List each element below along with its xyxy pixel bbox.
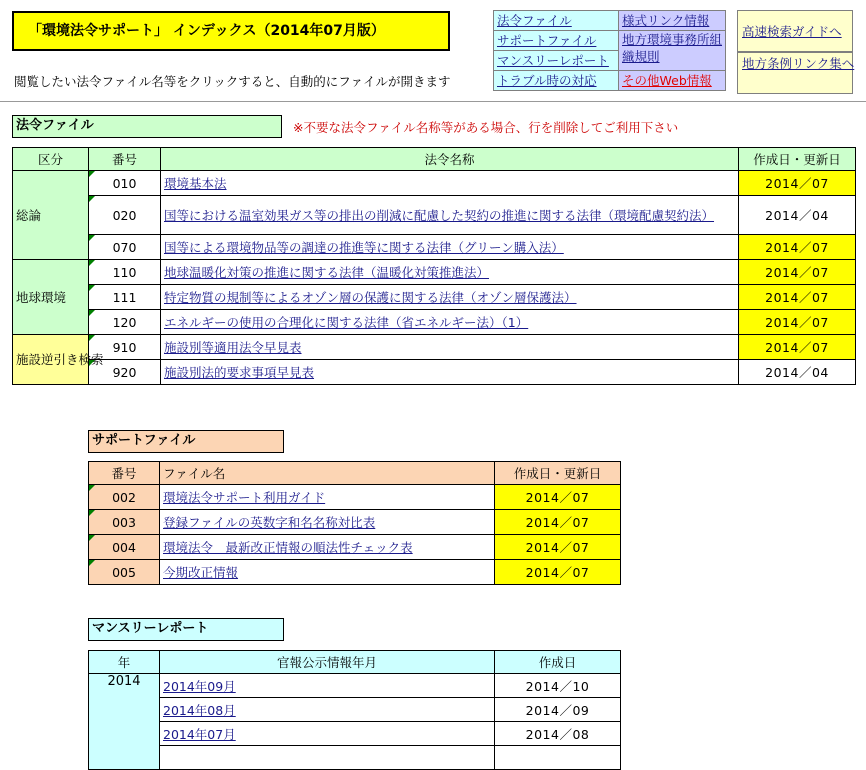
delete-rows-notice: ※不要な法令ファイル名称等がある場合、行を削除してご利用下さい — [293, 120, 679, 135]
support-col-number: 番号 — [89, 462, 160, 485]
row-date: 2014／07 — [739, 310, 856, 335]
row-number: 910 — [89, 335, 161, 360]
table-row — [89, 485, 621, 510]
row-number: 010 — [89, 171, 161, 196]
row-number: 002 — [89, 485, 160, 510]
table-row — [89, 510, 621, 535]
fast-search-guide-box — [737, 10, 853, 52]
row-date: 2014／07 — [495, 510, 621, 535]
law-link[interactable]: 施設別法的要求事項早見表 — [164, 365, 315, 380]
row-number: 920 — [89, 360, 161, 385]
category-general: 総論 — [13, 171, 89, 260]
nav-monthly-report-link[interactable]: マンスリーレポート — [497, 53, 609, 68]
law-link[interactable]: 国等による環境物品等の調達の推進等に関する法律（グリーン購入法） — [164, 240, 564, 255]
row-number: 111 — [89, 285, 161, 310]
nav-law-files-link[interactable]: 法令ファイル — [497, 13, 572, 28]
row-date: 2014／04 — [739, 360, 856, 385]
table-row — [89, 746, 621, 770]
row-number: 120 — [89, 310, 161, 335]
monthly-report-link[interactable]: 2014年07月 — [163, 726, 236, 742]
row-date: 2014／04 — [739, 196, 856, 235]
law-col-category: 区分 — [13, 148, 89, 171]
monthly-col-month: 官報公示情報年月 — [160, 651, 495, 674]
law-files-section-label: 法令ファイル — [12, 115, 282, 138]
law-link[interactable]: 環境基本法 — [164, 176, 227, 191]
support-col-date: 作成日・更新日 — [495, 462, 621, 485]
monthly-col-date: 作成日 — [495, 651, 621, 674]
table-row — [13, 171, 856, 196]
row-number: 005 — [89, 560, 160, 585]
row-number: 020 — [89, 196, 161, 235]
nav-table — [493, 10, 726, 91]
law-link[interactable]: エネルギーの使用の合理化に関する法律（省エネルギー法）（1） — [164, 315, 529, 330]
row-number: 003 — [89, 510, 160, 535]
table-row — [13, 310, 856, 335]
table-row — [13, 260, 856, 285]
monthly-report-link[interactable]: 2014年08月 — [163, 702, 236, 718]
row-number: 070 — [89, 235, 161, 260]
nav-other-web-link[interactable]: その他Web情報 — [622, 73, 712, 88]
row-date: 2014／07 — [739, 235, 856, 260]
support-file-link[interactable]: 環境法令 最新改正情報の順法性チェック表 — [163, 540, 413, 555]
monthly-report-section-label: マンスリーレポート — [88, 618, 284, 641]
monthly-col-year: 年 — [89, 651, 160, 674]
support-col-filename: ファイル名 — [160, 462, 495, 485]
row-date: 2014／10 — [495, 674, 621, 698]
nav-trouble-link[interactable]: トラブル時の対応 — [497, 73, 597, 88]
law-files-table — [12, 147, 856, 385]
local-ordinance-link[interactable]: 地方条例リンク集へ — [742, 56, 855, 71]
support-files-section-label: サポートファイル — [88, 430, 284, 453]
table-row — [89, 535, 621, 560]
table-row — [89, 560, 621, 585]
law-col-date: 作成日・更新日 — [739, 148, 856, 171]
row-number: 110 — [89, 260, 161, 285]
row-date: 2014／08 — [495, 722, 621, 746]
table-row — [13, 335, 856, 360]
law-link[interactable]: 地球温暖化対策の推進に関する法律（温暖化対策推進法） — [164, 265, 490, 280]
row-date: 2014／07 — [739, 285, 856, 310]
support-file-link[interactable]: 環境法令サポート利用ガイド — [163, 490, 326, 505]
instruction-text: 閲覧したい法令ファイル名等をクリックすると、自動的にファイルが開きます — [14, 74, 451, 89]
row-date: 2014／09 — [495, 698, 621, 722]
monthly-report-link[interactable]: 2014年09月 — [163, 678, 236, 694]
nav-support-files-link[interactable]: サポートファイル — [497, 33, 597, 48]
row-number: 004 — [89, 535, 160, 560]
table-row — [13, 235, 856, 260]
row-date: 2014／07 — [739, 171, 856, 196]
category-facility-lookup: 施設逆引き検索 — [13, 335, 89, 385]
table-row — [13, 285, 856, 310]
table-row — [89, 674, 621, 698]
table-row — [13, 360, 856, 385]
row-date: 2014／07 — [739, 335, 856, 360]
law-col-name: 法令名称 — [161, 148, 739, 171]
table-row — [89, 698, 621, 722]
monthly-report-table — [88, 650, 621, 770]
nav-regional-office-rules-link[interactable]: 地方環境事務所組織規則 — [622, 32, 723, 64]
fast-search-guide-link[interactable]: 高速検索ガイドへ — [742, 24, 842, 39]
support-files-table — [88, 461, 621, 585]
law-col-number: 番号 — [89, 148, 161, 171]
page-title: 「環境法令サポート」 インデックス（2014年07月版） — [12, 11, 450, 51]
category-global-environment: 地球環境 — [13, 260, 89, 335]
table-row — [89, 722, 621, 746]
header-divider — [0, 101, 866, 102]
nav-form-links-link[interactable]: 様式リンク情報 — [622, 13, 710, 28]
row-date: 2014／07 — [739, 260, 856, 285]
row-date: 2014／07 — [495, 535, 621, 560]
year-cell: 2014 — [89, 674, 160, 770]
law-link[interactable]: 特定物質の規制等によるオゾン層の保護に関する法律（オゾン層保護法） — [164, 290, 577, 305]
law-link[interactable]: 施設別等適用法令早見表 — [164, 340, 302, 355]
table-row — [13, 196, 856, 235]
support-file-link[interactable]: 登録ファイルの英数字和名名称対比表 — [163, 515, 376, 530]
row-date: 2014／07 — [495, 485, 621, 510]
row-date: 2014／07 — [495, 560, 621, 585]
law-link[interactable]: 国等における温室効果ガス等の排出の削減に配慮した契約の推進に関する法律（環境配慮契約法） — [164, 207, 715, 223]
local-ordinance-box — [737, 52, 853, 94]
support-file-link[interactable]: 今期改正情報 — [163, 565, 239, 580]
